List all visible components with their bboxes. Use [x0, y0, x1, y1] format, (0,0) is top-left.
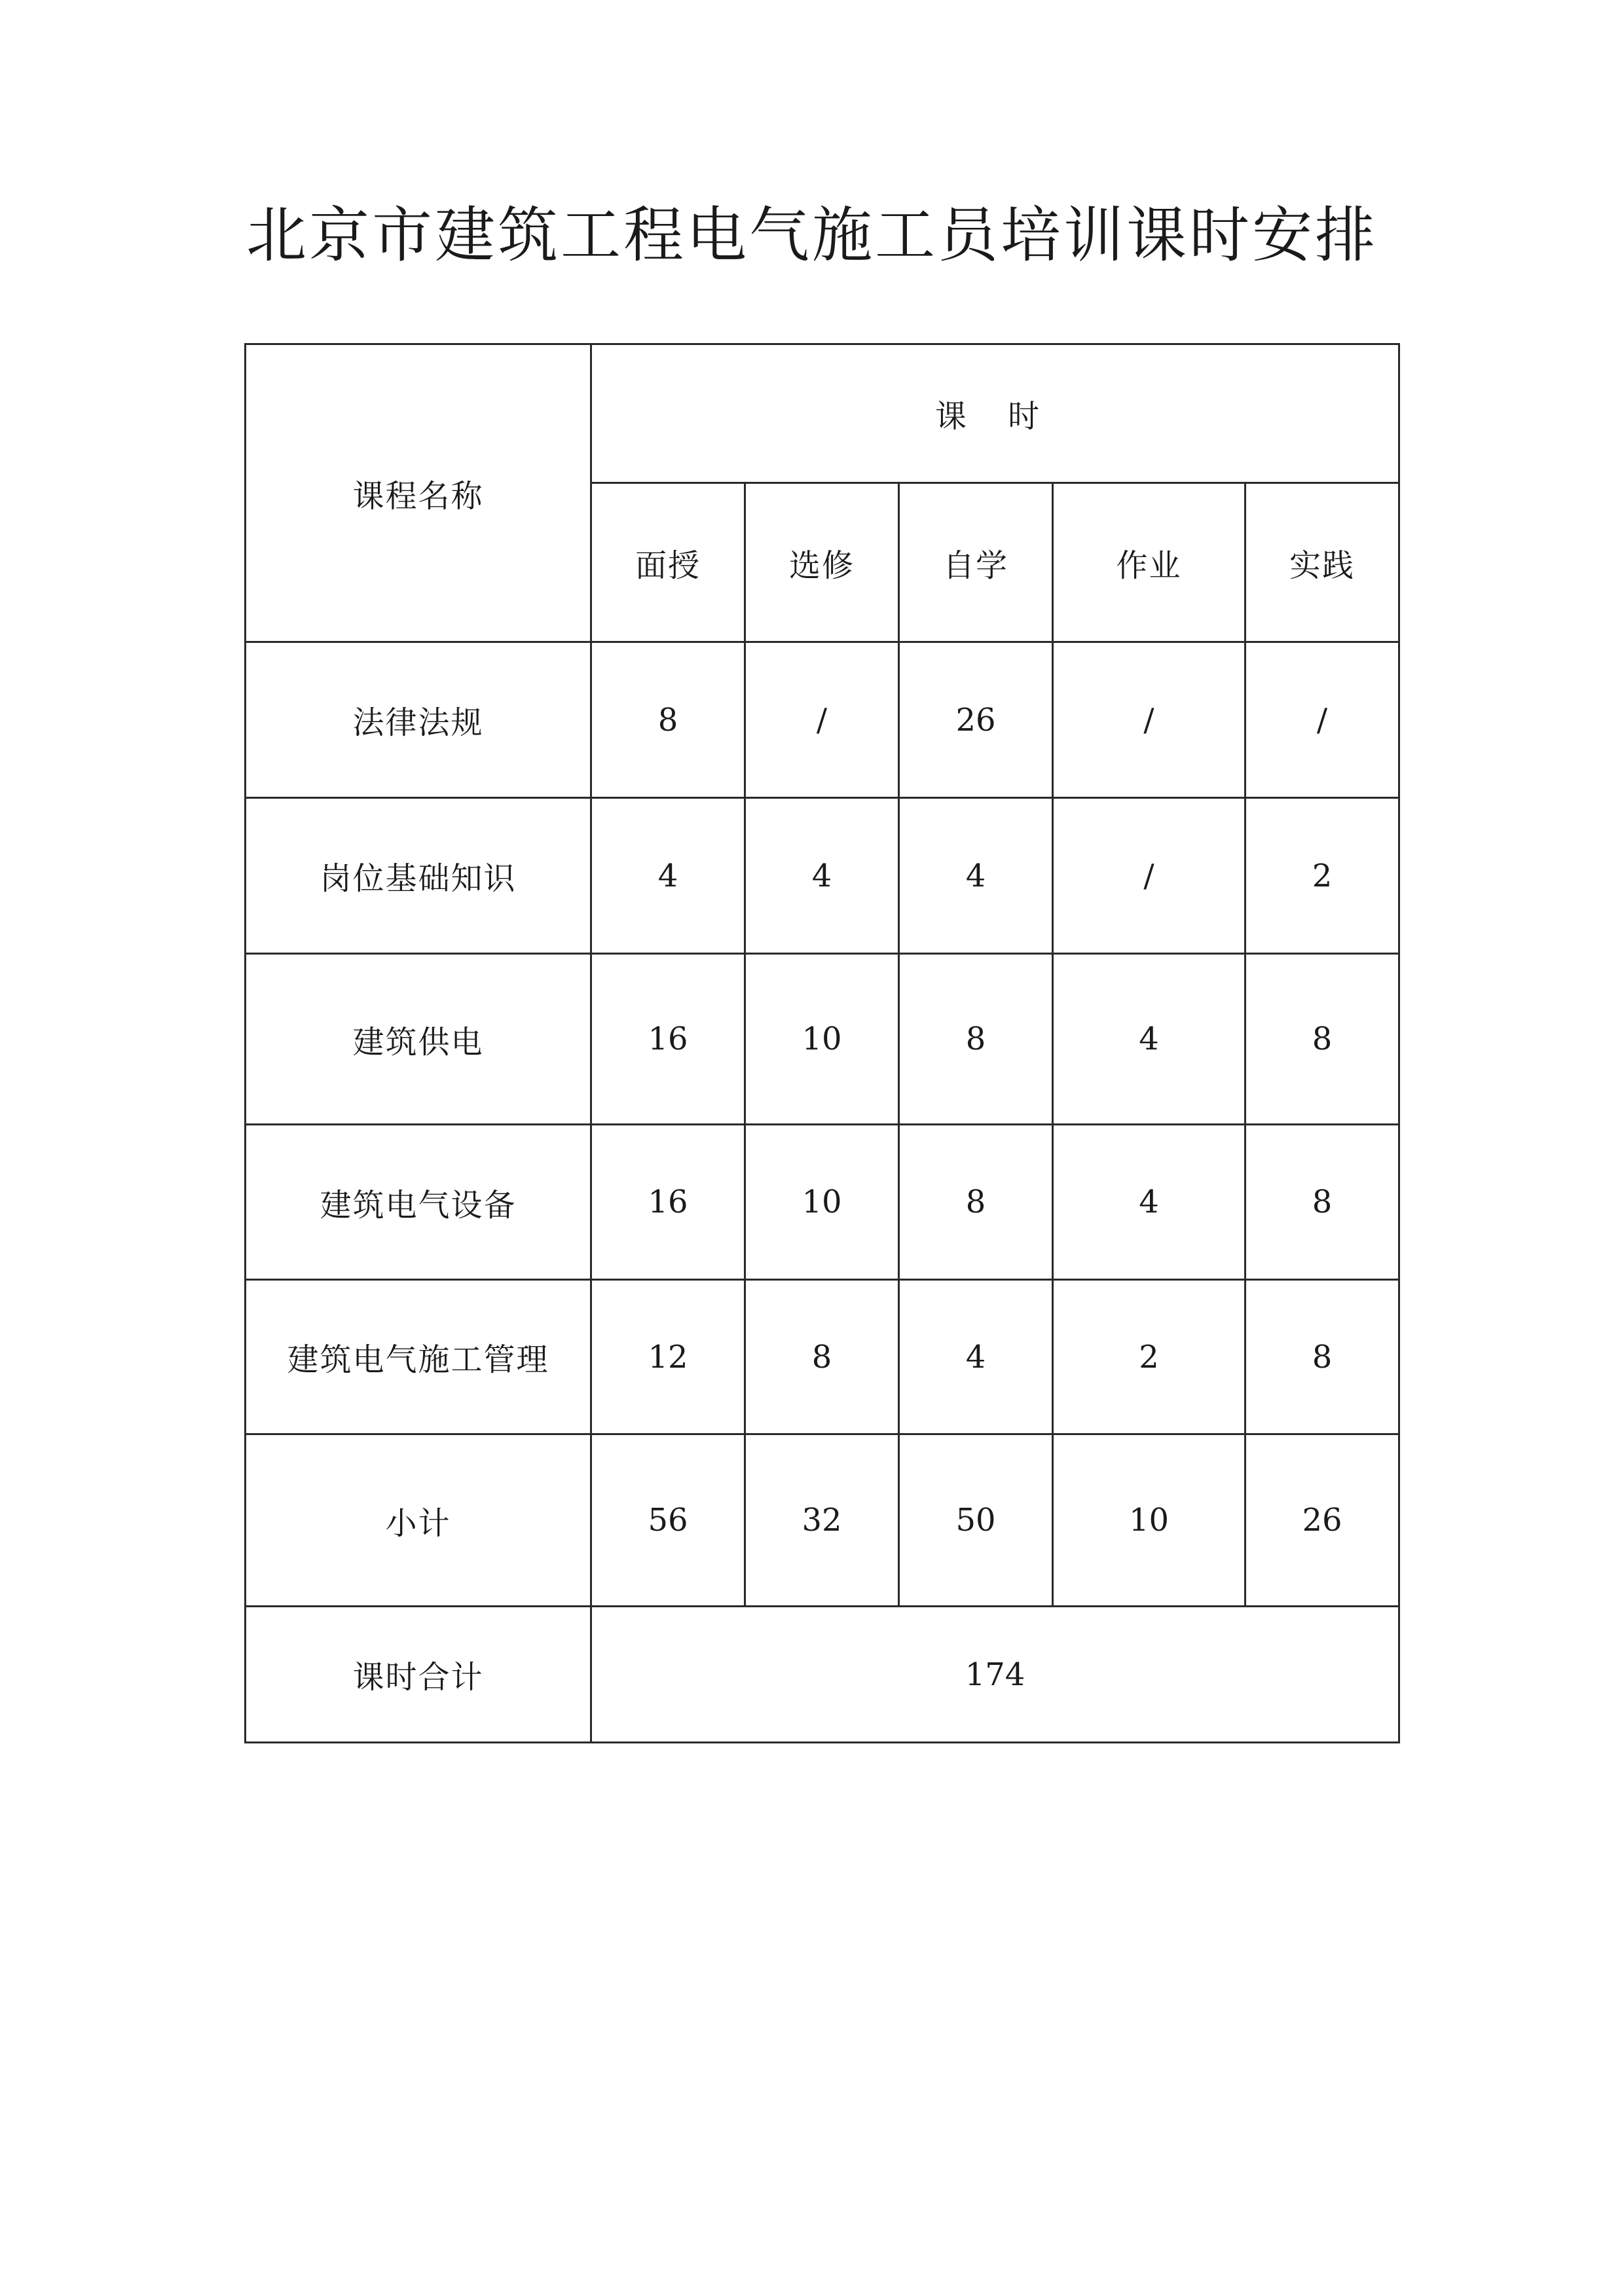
total-label: 课时合计 — [246, 1607, 591, 1743]
training-hours-table — [244, 343, 1400, 1743]
subtotal-cell: 26 — [1246, 1434, 1399, 1607]
header-row-top — [246, 344, 1399, 483]
table-cell: 4 — [1053, 954, 1246, 1125]
table-row — [246, 1280, 1399, 1434]
table-cell: / — [1246, 642, 1399, 798]
subtotal-label: 小计 — [246, 1434, 591, 1607]
subtotal-cell: 32 — [745, 1434, 899, 1607]
header-col-practice: 实践 — [1246, 483, 1399, 642]
table-cell: 2 — [1053, 1280, 1246, 1434]
row-course-name: 建筑电气施工管理 — [246, 1280, 591, 1434]
table-row — [246, 954, 1399, 1125]
row-course-name: 法律法规 — [246, 642, 591, 798]
total-value: 174 — [591, 1607, 1399, 1743]
header-course-name: 课程名称 — [246, 344, 591, 642]
table-cell: 4 — [745, 798, 899, 954]
table-cell: 8 — [899, 1125, 1053, 1280]
subtotal-cell: 50 — [899, 1434, 1053, 1607]
table-cell: 4 — [1053, 1125, 1246, 1280]
table-cell: 16 — [591, 1125, 745, 1280]
page-title: 北京市建筑工程电气施工员培训课时安排 — [246, 200, 1378, 270]
row-course-name: 岗位基础知识 — [246, 798, 591, 954]
table-cell: 2 — [1246, 798, 1399, 954]
table-cell: 8 — [1246, 1280, 1399, 1434]
table-cell: 4 — [899, 798, 1053, 954]
table-row — [246, 642, 1399, 798]
total-row — [246, 1607, 1399, 1743]
header-col-homework: 作业 — [1053, 483, 1246, 642]
table-cell: 4 — [591, 798, 745, 954]
table-cell: 12 — [591, 1280, 745, 1434]
table-cell: 8 — [591, 642, 745, 798]
subtotal-cell: 56 — [591, 1434, 745, 1607]
table-row — [246, 798, 1399, 954]
table-row — [246, 1125, 1399, 1280]
header-col-elective: 选修 — [745, 483, 899, 642]
table-cell: 4 — [899, 1280, 1053, 1434]
table-cell: 8 — [1246, 954, 1399, 1125]
header-col-self-study: 自学 — [899, 483, 1053, 642]
table-cell: 10 — [745, 1125, 899, 1280]
table-cell: / — [1053, 798, 1246, 954]
table-cell: / — [745, 642, 899, 798]
header-col-lecture: 面授 — [591, 483, 745, 642]
row-course-name: 建筑电气设备 — [246, 1125, 591, 1280]
table-cell: / — [1053, 642, 1246, 798]
table-cell: 8 — [1246, 1125, 1399, 1280]
row-course-name: 建筑供电 — [246, 954, 591, 1125]
subtotal-cell: 10 — [1053, 1434, 1246, 1607]
table-cell: 8 — [745, 1280, 899, 1434]
table-cell: 8 — [899, 954, 1053, 1125]
header-hours-group: 课 时 — [591, 344, 1399, 483]
table-cell: 26 — [899, 642, 1053, 798]
table-cell: 10 — [745, 954, 899, 1125]
subtotal-row — [246, 1434, 1399, 1607]
table-cell: 16 — [591, 954, 745, 1125]
